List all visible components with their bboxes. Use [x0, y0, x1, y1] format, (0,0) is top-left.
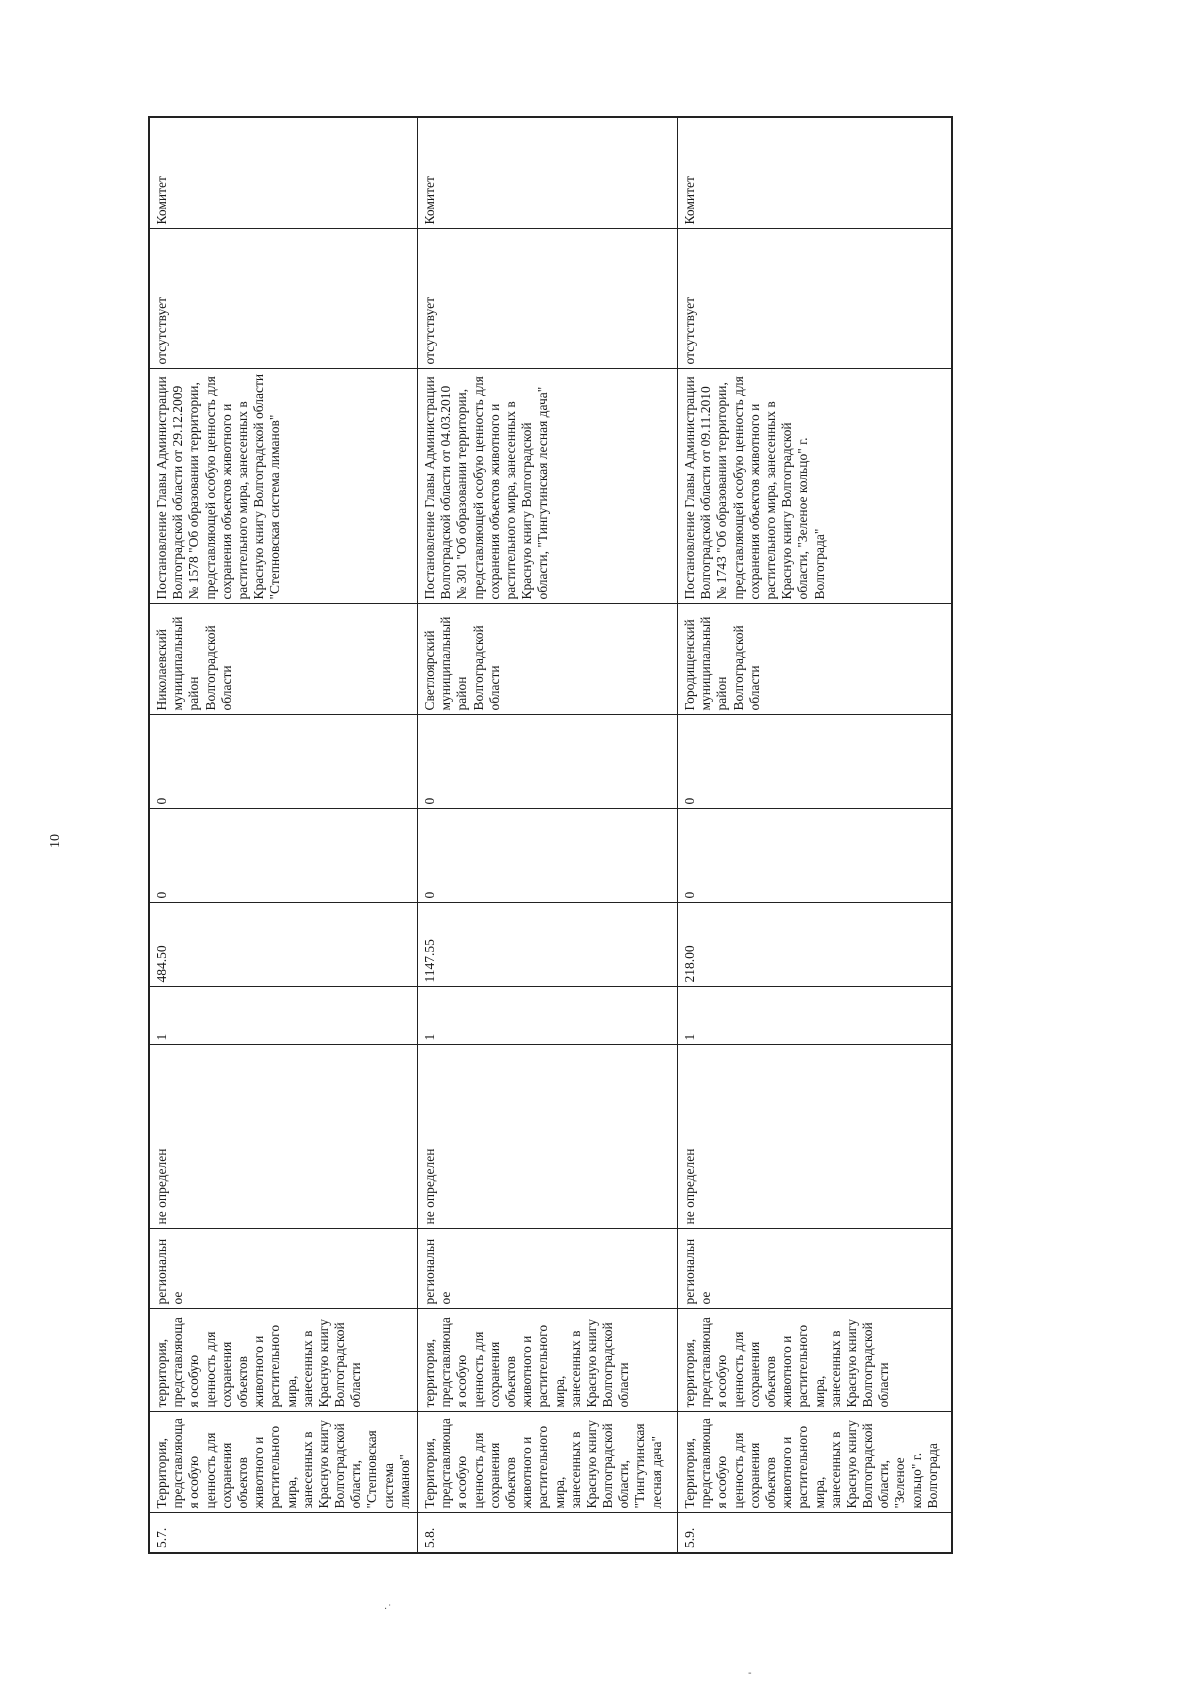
row-number-cell: 5.7.	[149, 1513, 418, 1553]
profile-cell: не определен	[418, 1045, 678, 1229]
area-name-cell: Территория, представляющая особую ценность для сохранения объектов животного и растительного мира, занесенных в Красную книгу Волгоградской области, "Тингутинская лесная дача"	[418, 1412, 678, 1513]
scan-speck: -	[748, 1668, 752, 1679]
scan-speck: ·˙	[384, 1604, 393, 1615]
authority-cell: Комитет	[418, 117, 678, 229]
location-cell: Светлоярский муниципальный район Волгоградской области	[418, 604, 678, 715]
zone-value-cell: 0	[418, 715, 678, 809]
profile-cell: не определен	[149, 1045, 418, 1229]
passport-cell: отсутствует	[149, 229, 418, 369]
location-cell: Городищенский муниципальный район Волгоградской области	[678, 604, 952, 715]
significance-cell: региональное	[678, 1229, 952, 1309]
count-cell: 1	[418, 987, 678, 1045]
significance-cell: региональное	[149, 1229, 418, 1309]
significance-cell: региональное	[418, 1229, 678, 1309]
area-size-cell: 218.00	[678, 903, 952, 987]
zone-value-cell: 0	[149, 715, 418, 809]
count-cell: 1	[149, 987, 418, 1045]
area-size-cell: 1147.55	[418, 903, 678, 987]
location-cell: Николаевский муниципальный район Волгоградской области	[149, 604, 418, 715]
profile-cell: не определен	[678, 1045, 952, 1229]
table-row	[149, 117, 418, 1553]
zone-value-cell: 0	[149, 809, 418, 903]
registry-table-rotated	[148, 118, 940, 1554]
table-row	[418, 117, 678, 1553]
passport-cell: отсутствует	[418, 229, 678, 369]
document-cell: Постановление Главы Администрации Волгоградской области от 04.03.2010 № 301 "Об образовании территории, представляющей особую ценность для сохранения объектов животного и растительного мира, занесенных в Красную книгу Волгоградской области, "Тингутинская лесная дача"	[418, 369, 678, 604]
passport-cell: отсутствует	[678, 229, 952, 369]
page-number: 10	[48, 834, 63, 848]
zone-value-cell: 0	[678, 715, 952, 809]
category-cell: территория, представляющая особую ценность для сохранения объектов животного и растительного мира, занесенных в Красную книгу Волгоградской области	[418, 1309, 678, 1412]
protected-areas-table	[148, 116, 953, 1554]
document-cell: Постановление Главы Администрации Волгоградской области от 09.11.2010 № 1743 "Об образовании территории, представляющей особую ценность для сохранения объектов животного и растительного мира, занесенных в Красную книгу Волгоградской области, "Зеленое кольцо" г. Волгограда"	[678, 369, 952, 604]
category-cell: территория, представляющая особую ценность для сохранения объектов животного и растительного мира, занесенных в Красную книгу Волгоградской области	[678, 1309, 952, 1412]
row-number-cell: 5.8.	[418, 1513, 678, 1553]
zone-value-cell: 0	[418, 809, 678, 903]
area-size-cell: 484.50	[149, 903, 418, 987]
document-cell: Постановление Главы Администрации Волгоградской области от 29.12.2009 № 1578 "Об образовании территории, представляющей особую ценность для сохранения объектов животного и растительного мира, занесенных в Красную книгу Волгоградской области "Степновская система лиманов"	[149, 369, 418, 604]
category-cell: территория, представляющая особую ценность для сохранения объектов животного и растительного мира, занесенных в Красную книгу Волгоградской области	[149, 1309, 418, 1412]
area-name-cell: Территория, представляющая особую ценность для сохранения объектов животного и растительного мира, занесенных в Красную книгу Волгоградской области, "Зеленое кольцо" г. Волгограда	[678, 1412, 952, 1513]
count-cell: 1	[678, 987, 952, 1045]
authority-cell: Комитет	[149, 117, 418, 229]
authority-cell: Комитет	[678, 117, 952, 229]
zone-value-cell: 0	[678, 809, 952, 903]
area-name-cell: Территория, представляющая особую ценность для сохранения объектов животного и растительного мира, занесенных в Красную книгу Волгоградской области, "Степновская система лиманов"	[149, 1412, 418, 1513]
row-number-cell: 5.9.	[678, 1513, 952, 1553]
table-row	[678, 117, 952, 1553]
